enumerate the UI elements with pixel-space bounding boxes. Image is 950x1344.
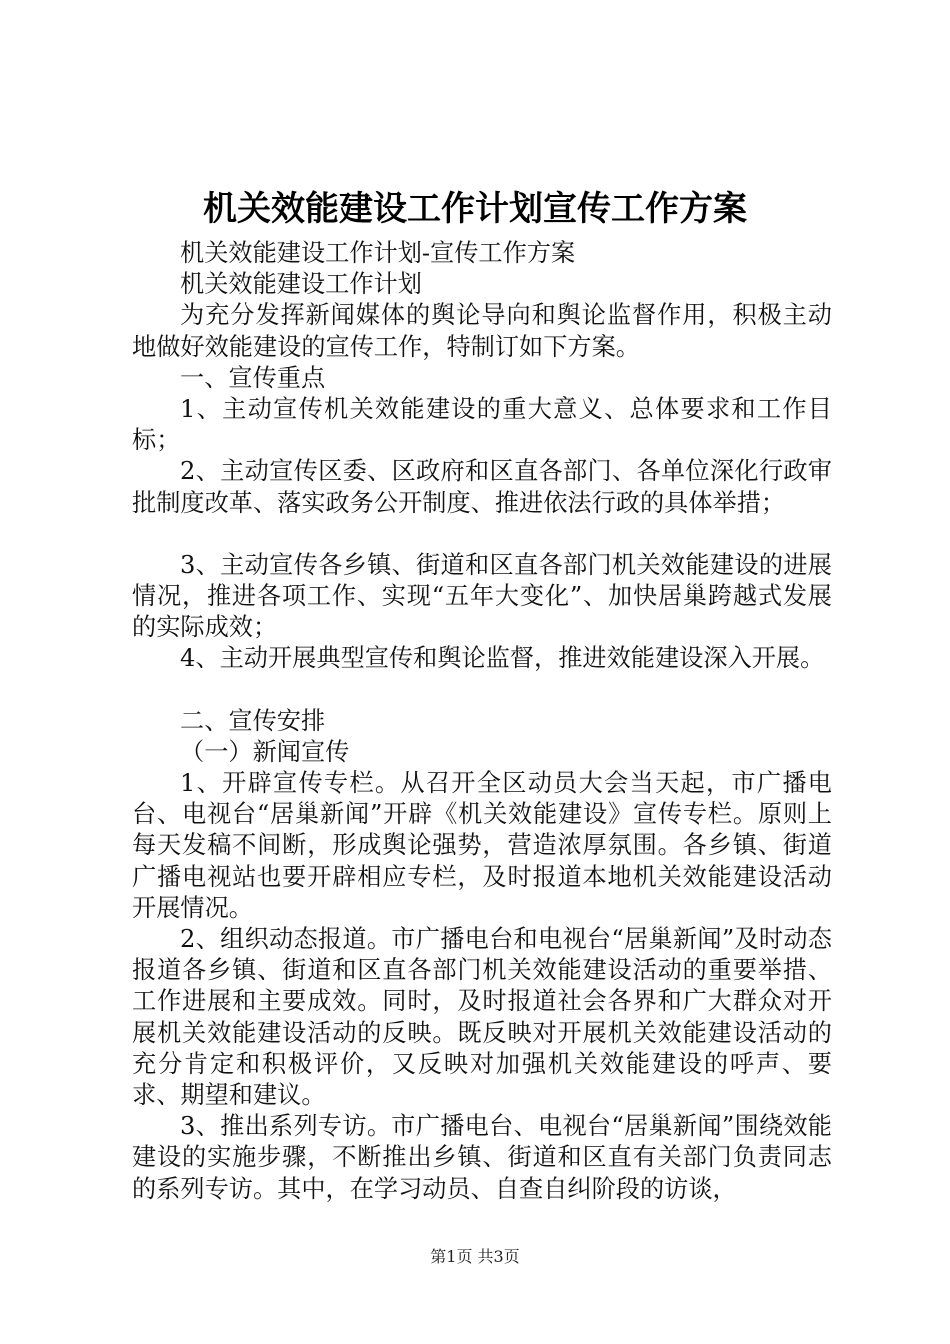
paragraph: 3、主动宣传各乡镇、街道和区直各部门机关效能建设的进展情况，推进各项工作、实现“五年大变化”、加快居巢跨越式发展的实际成效； <box>132 550 832 642</box>
paragraph: 为充分发挥新闻媒体的舆论导向和舆论监督作用，积极主动地做好效能建设的宣传工作，特制订如下方案。 <box>132 301 832 361</box>
paragraph: 1、主动宣传机关效能建设的重大意义、总体要求和工作目标； <box>132 395 832 455</box>
paragraph: 1、开辟宣传专栏。从召开全区动员大会当天起，市广播电台、电视台“居巢新闻”开辟《机关效能建设》宣传专栏。原则上每天发稿不间断，形成舆论强势，营造浓厚氛围。各乡镇、街道广播电视站也要开辟相应专栏，及时报道本地机关效能建设活动开展情况。 <box>132 769 832 922</box>
page-footer: 第1页 共3页 <box>430 1247 520 1266</box>
paragraph: 机关效能建设工作计划 <box>180 270 422 299</box>
paragraph: 4、主动开展典型宣传和舆论监督，推进效能建设深入开展。 <box>180 644 825 673</box>
paragraph: 2、主动宣传区委、区政府和区直各部门、各单位深化行政审批制度改革、落实政务公开制度、推进依法行政的具体举措； <box>132 457 832 517</box>
paragraph: 2、组织动态报道。市广播电台和电视台“居巢新闻”及时动态报道各乡镇、街道和区直各部门机关效能建设活动的重要举措、工作进展和主要成效。同时，及时报道社会各界和广大群众对开展机关效能建设活动的反映。既反映对开展机关效能建设活动的充分肯定和积极评价，又反映对加强机关效能建设的呼声、要求、期望和建议。 <box>132 925 832 1110</box>
section-heading: 二、宣传安排 <box>180 706 326 735</box>
paragraph: 3、推出系列专访。市广播电台、电视台“居巢新闻”围绕效能建设的实施步骤，不断推出乡镇、街道和区直有关部门负责同志的系列专访。其中，在学习动员、自查自纠阶段的访谈， <box>132 1112 832 1203</box>
section-heading: 一、宣传重点 <box>180 363 326 392</box>
subsection-heading: （一）新闻宣传 <box>180 737 350 766</box>
document-body <box>132 238 832 1205</box>
document-title: 机关效能建设工作计划宣传工作方案 <box>203 189 747 229</box>
paragraph: 机关效能建设工作计划-宣传工作方案 <box>180 239 576 267</box>
